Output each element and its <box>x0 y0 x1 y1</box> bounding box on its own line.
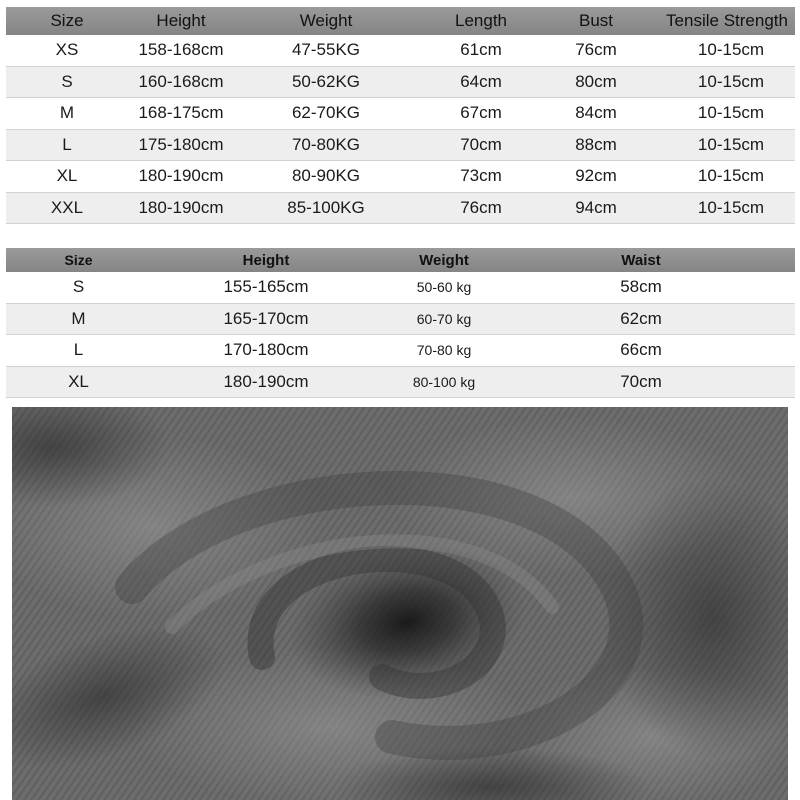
cell-weight: 50-62KG <box>291 71 361 91</box>
cell-bust: 76cm <box>575 40 617 60</box>
cell-height: 180-190cm <box>138 166 224 186</box>
cell-bust: 84cm <box>575 103 617 123</box>
cell-length: 67cm <box>460 103 502 123</box>
table-row <box>6 161 795 193</box>
cell-length: 76cm <box>460 197 502 217</box>
table-row <box>6 67 795 99</box>
cell-bust: 94cm <box>575 197 617 217</box>
header-size: Size <box>64 252 93 268</box>
header-weight: Weight <box>299 11 353 30</box>
cell-tensile-strength: 10-15cm <box>697 103 765 123</box>
header-tensile-strength: Tensile Strength <box>666 11 788 30</box>
table-row <box>6 367 795 399</box>
table-row <box>6 193 795 225</box>
cell-height: 160-168cm <box>138 71 224 91</box>
cell-weight: 85-100KG <box>287 197 365 217</box>
cell-waist: 70cm <box>620 371 662 391</box>
header-bust: Bust <box>578 11 614 30</box>
table-header <box>6 7 795 35</box>
cell-height: 180-190cm <box>138 197 224 217</box>
cell-tensile-strength: 10-15cm <box>697 134 765 154</box>
cell-size: M <box>59 103 75 123</box>
table-header <box>6 248 795 272</box>
cell-weight: 80-100 kg <box>412 373 476 390</box>
cell-size: L <box>73 340 84 360</box>
fabric-swirl-image <box>12 407 788 800</box>
header-length: Length <box>455 11 507 30</box>
cell-weight: 70-80KG <box>291 134 361 154</box>
cell-tensile-strength: 10-15cm <box>697 166 765 186</box>
cell-weight: 60-70 kg <box>416 310 472 327</box>
cell-size: XS <box>55 40 79 60</box>
table-row <box>6 98 795 130</box>
cell-size: M <box>71 308 86 328</box>
cell-bust: 80cm <box>575 71 617 91</box>
size-table-bottom <box>6 248 795 398</box>
size-table-top <box>6 7 795 224</box>
cell-weight: 70-80 kg <box>416 342 472 359</box>
table-row <box>6 130 795 162</box>
cell-height: 168-175cm <box>138 103 224 123</box>
header-weight: Weight <box>419 251 469 269</box>
cell-size: S <box>72 277 85 297</box>
cell-bust: 92cm <box>575 166 617 186</box>
cell-size: XL <box>56 166 78 186</box>
header-height: Height <box>242 251 290 269</box>
cell-weight: 47-55KG <box>291 40 361 60</box>
cell-size: L <box>62 134 72 154</box>
cell-size: XL <box>68 371 89 391</box>
cell-height: 175-180cm <box>138 134 224 154</box>
cell-length: 73cm <box>460 166 502 186</box>
cell-height: 165-170cm <box>223 308 309 328</box>
header-size: Size <box>50 11 84 30</box>
cell-weight: 62-70KG <box>291 103 361 123</box>
header-height: Height <box>156 11 206 30</box>
cell-size: XXL <box>50 197 84 217</box>
table-row <box>6 35 795 67</box>
table-row <box>6 335 795 367</box>
cell-weight: 80-90KG <box>291 166 361 186</box>
cell-height: 158-168cm <box>138 40 224 60</box>
cell-waist: 62cm <box>620 308 662 328</box>
cell-waist: 58cm <box>620 277 662 297</box>
cell-bust: 88cm <box>575 134 617 154</box>
cell-tensile-strength: 10-15cm <box>697 71 765 91</box>
cell-height: 155-165cm <box>223 277 309 297</box>
cell-size: S <box>61 71 73 91</box>
cell-height: 180-190cm <box>223 371 309 391</box>
cell-tensile-strength: 10-15cm <box>697 197 765 217</box>
cell-waist: 66cm <box>620 340 662 360</box>
header-waist: Waist <box>621 251 661 269</box>
table-row <box>6 304 795 336</box>
cell-tensile-strength: 10-15cm <box>697 40 765 60</box>
cell-height: 170-180cm <box>223 340 309 360</box>
table-row <box>6 272 795 304</box>
cell-length: 64cm <box>460 71 502 91</box>
cell-weight: 50-60 kg <box>416 279 472 296</box>
fabric-photo <box>12 407 788 800</box>
cell-length: 61cm <box>460 40 502 60</box>
cell-length: 70cm <box>460 134 502 154</box>
